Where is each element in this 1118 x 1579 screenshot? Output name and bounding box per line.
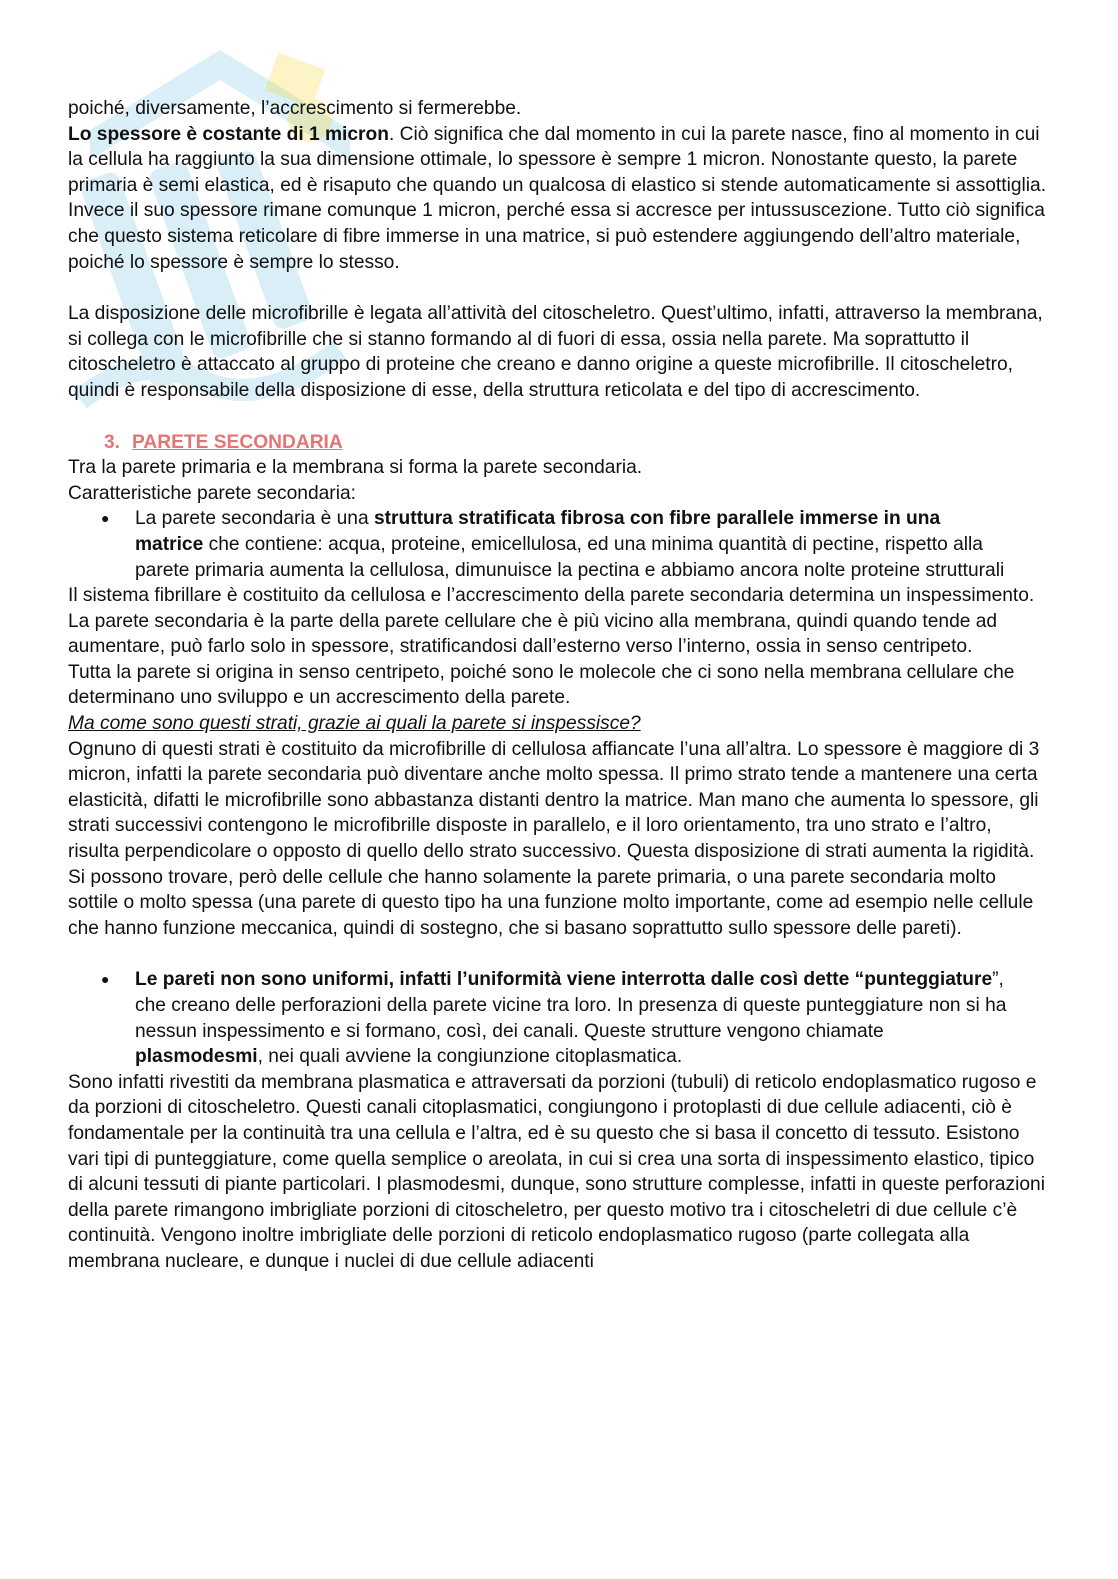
- paragraph: Si possono trovare, però delle cellule che hanno solamente la parete primaria, o una parete secondaria molto sottile o molto spessa (una parete di questo tipo ha una funzione molto importante, come ad esempio nelle cellule che hanno funzione meccanica, quindi di sostegno, che si basano soprattutto sullo spessore delle pareti).: [68, 866, 1034, 939]
- paragraph: Caratteristiche parete secondaria:: [68, 482, 356, 504]
- question-line: Ma come sono questi strati, grazie ai quali la parete si inspessisce?: [68, 713, 641, 735]
- paragraph: La disposizione delle microfibrille è legata all’attività del citoscheletro. Quest’ultimo, infatti, attraverso la membrana, si collega con le microfibrille che si stanno formando al di fuori di essa, ossia nella parete. Ma soprattutto il citoscheletro è attaccato al gruppo di proteine che creano e danno origine a queste microfibrille. Il citoscheletro, quindi è responsabile della disposizione di esse, della struttura reticolata e del tipo di accrescimento.: [68, 303, 1043, 401]
- paragraph: Ognuno di questi strati è costituito da microfibrille di cellulosa affiancate l’una all’altra. Lo spessore è maggiore di 3 micron, infatti la parete secondaria può diventare anche molto spessa. Il primo strato tende a mantenere una certa elasticità, difatti le microfibrille sono abbastanza distanti dentro la matrice. Man mano che aumenta lo spessore, gli strati successivi contengono le microfibrille disposte in parallelo, e il loro orientamento, tra uno strato e l’altro, risulta perpendicolare o opposto di quello dello strato successivo. Questa disposizione di strati aumenta la rigidità.: [68, 738, 1040, 863]
- list-item: ● La parete secondaria è una struttura stratificata fibrosa con fibre parallele immerse in una matrice che contiene: acqua, proteine, emicellulosa, ed una minima quantità di pectine, rispetto alla parete primaria aumenta la cellulosa, dimunuisce la pectina e abbiamo ancora nolte proteine strutturali: [68, 506, 1048, 583]
- section-heading: 3. PARETE SECONDARIA: [104, 431, 343, 453]
- list-item: ● Le pareti non sono uniformi, infatti l’uniformità viene interrotta dalle così dette “punteggiature”, che creano delle perforazioni della parete vicine tra loro. In presenza di queste punteggiature non si ha nessun inspessimento e si formano, così, dei canali. Queste strutture vengono chiamate plasmodesmi, nei quali avviene la congiunzione citoplasmatica.: [68, 967, 1048, 1069]
- bullet-list: [68, 506, 1048, 583]
- paragraph: Il sistema fibrillare è costituito da cellulosa e l’accrescimento della parete secondaria determina un inspessimento. La parete secondaria è la parte della parete cellulare che è più vicino alla membrana, quindi quando tende ad aumentare, può farlo solo in spessore, stratificandosi dall’esterno verso l’interno, ossia in senso centripeto.: [68, 585, 1035, 658]
- paragraph: Lo spessore è costante di 1 micron. Ciò significa che dal momento in cui la parete nasce, fino al momento in cui la cellula ha raggiunto la sua dimensione ottimale, lo spessore è sempre 1 micron. Nonostante questo, la parete primaria è semi elastica, ed è risaputo che quando un qualcosa di elastico si stende automaticamente si assottiglia. Invece il suo spessore rimane comunque 1 micron, perché essa si accresce per intussuscezione. Tutto ciò significa che questo sistema reticolare di fibre immerse in una matrice, si può estendere aggiungendo dell’altro materiale, poiché lo spessore è sempre lo stesso.: [68, 123, 1047, 273]
- bullet-list: [68, 967, 1048, 1069]
- bold-phrase: Lo spessore è costante di 1 micron: [68, 123, 389, 145]
- document-body: [68, 96, 1048, 1275]
- paragraph: poiché, diversamente, l’accrescimento si fermerebbe.: [68, 98, 522, 119]
- paragraph: Tra la parete primaria e la membrana si forma la parete secondaria.: [68, 457, 643, 479]
- paragraph: Tutta la parete si origina in senso centripeto, poiché sono le molecole che ci sono nella membrana cellulare che determinano uno sviluppo e un accrescimento della parete.: [68, 661, 1015, 709]
- paragraph: Sono infatti rivestiti da membrana plasmatica e attraversati da porzioni (tubuli) di reticolo endoplasmatico rugoso e da porzioni di citoscheletro. Questi canali citoplasmatici, congiungono i protoplasti di due cellule adiacenti, ciò è fondamentale per la continuità tra una cellula e l’altra, ed è su questo che si basa il concetto di tessuto. Esistono vari tipi di punteggiature, come quella semplice o areolata, in cui si crea una sorta di inspessimento elastico, tipico di alcuni tessuti di piante particolari. I plasmodesmi, dunque, sono strutture complesse, infatti in queste perforazioni della parete rimangono imbrigliate porzioni di citoscheletro, per questo motivo tra i citoscheletri di due cellule c’è continuità. Vengono inoltre imbrigliate delle porzioni di reticolo endoplasmatico rugoso (parte collegata alla membrana nucleare, e dunque i nuclei di due cellule adiacenti: [68, 1071, 1045, 1272]
